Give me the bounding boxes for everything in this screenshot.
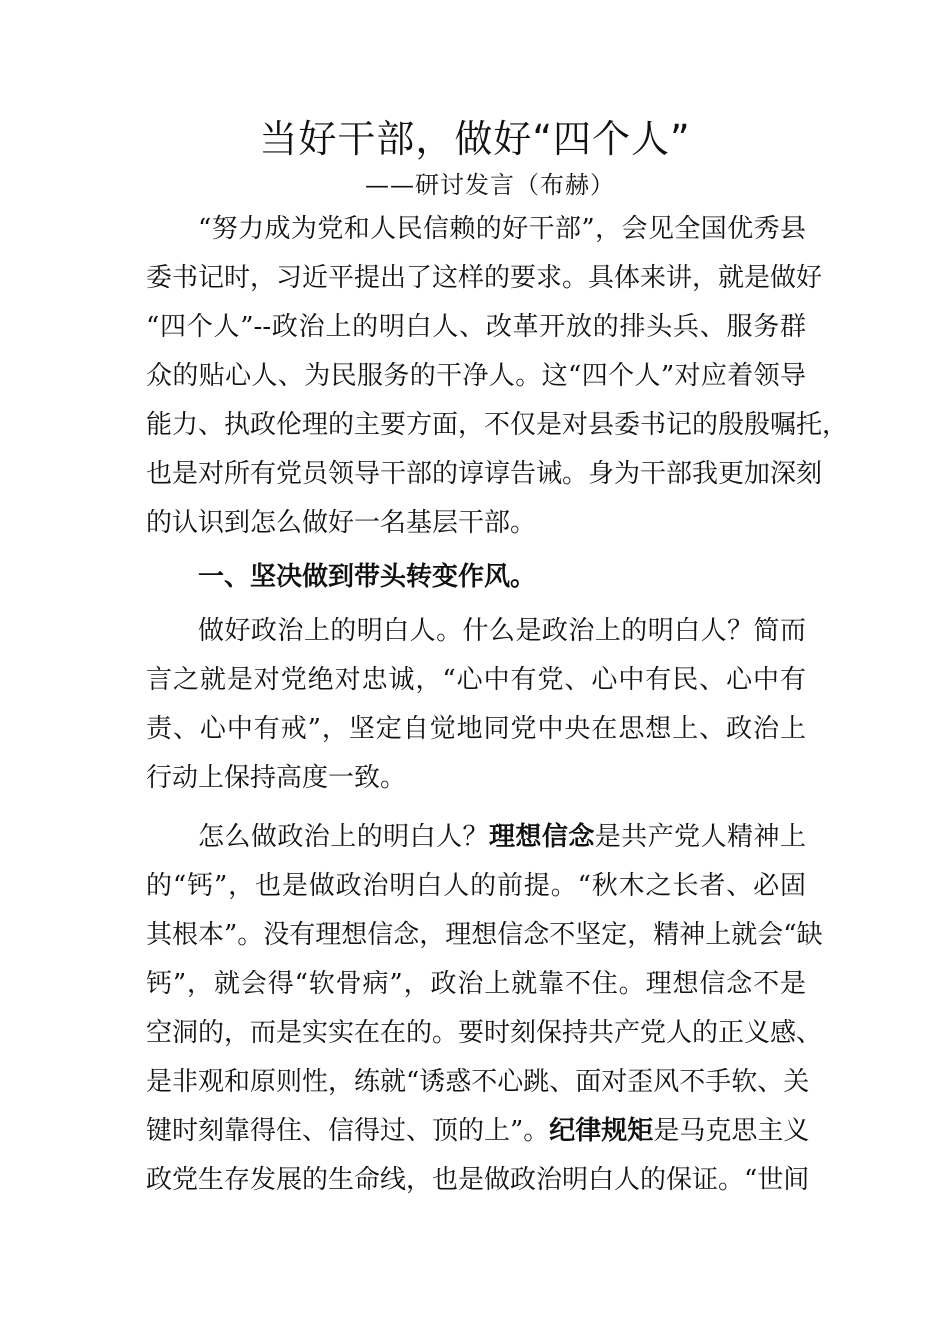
bold-term: 理想信念 bbox=[488, 822, 595, 852]
text-line: 能力、执政伦理的主要方面，不仅是对县委书记的殷殷嘱托， bbox=[146, 410, 849, 440]
text-run: 是共产党人精神上 bbox=[594, 822, 806, 852]
text-line: 行动上保持高度一致。 bbox=[146, 763, 407, 793]
document-subtitle: ——研讨发言（布赫） bbox=[365, 171, 615, 199]
paragraph-gap bbox=[146, 803, 806, 813]
text-line bbox=[146, 1107, 810, 1156]
text-line: 的认识到怎么做好一名基层干部。 bbox=[146, 508, 537, 538]
text-line: 众的贴心人、为民服务的干净人。这“四个人”对应着领导 bbox=[146, 361, 806, 391]
text-line: 也是对所有党员领导干部的谆谆告诫。身为干部我更加深刻 bbox=[146, 459, 823, 489]
text-line: 钙”，就会得“软骨病”，政治上就靠不住。理想信念不是 bbox=[146, 969, 806, 999]
document-title: 当好干部，做好“四个人” bbox=[259, 117, 691, 161]
paragraph-intro bbox=[146, 205, 849, 548]
paragraph-political bbox=[146, 607, 806, 803]
bold-term: 纪律规矩 bbox=[549, 1116, 654, 1146]
document-body bbox=[146, 205, 849, 1205]
text-line: 做好政治上的明白人。什么是政治上的明白人？简而 bbox=[198, 616, 806, 646]
text-line: “四个人”--政治上的明白人、改革开放的排头兵、服务群 bbox=[146, 312, 806, 342]
text-line: 空洞的，而是实实在在的。要时刻保持共产党人的正义感、 bbox=[146, 1018, 823, 1048]
text-line: 言之就是对党绝对忠诚，“心中有党、心中有民、心中有 bbox=[146, 665, 806, 695]
text-line: 其根本”。没有理想信念，理想信念不坚定，精神上就会“缺 bbox=[146, 920, 823, 950]
text-run: 是马克思主义 bbox=[653, 1116, 810, 1146]
text-line: “努力成为党和人民信赖的好干部”，会见全国优秀县 bbox=[198, 214, 806, 244]
paragraph-ideals bbox=[146, 813, 823, 1205]
text-line bbox=[146, 813, 806, 862]
text-line: 责、心中有戒”，坚定自觉地同党中央在思想上、政治上 bbox=[146, 714, 806, 744]
text-line: 委书记时，习近平提出了这样的要求。具体来讲，就是做好 bbox=[146, 263, 823, 293]
text-line: 政党生存发展的生命线，也是做政治明白人的保证。“世间 bbox=[146, 1165, 810, 1195]
section-heading: 一、坚决做到带头转变作风。 bbox=[198, 562, 537, 592]
text-run: 怎么做政治上的明白人？ bbox=[198, 822, 489, 852]
text-line: 的“钙”，也是做政治明白人的前提。“秋木之长者、必固 bbox=[146, 871, 806, 901]
text-run: 键时刻靠得住、信得过、顶的上”。 bbox=[146, 1116, 550, 1146]
text-line: 是非观和原则性，练就“诱惑不心跳、面对歪风不手软、关 bbox=[146, 1067, 810, 1097]
